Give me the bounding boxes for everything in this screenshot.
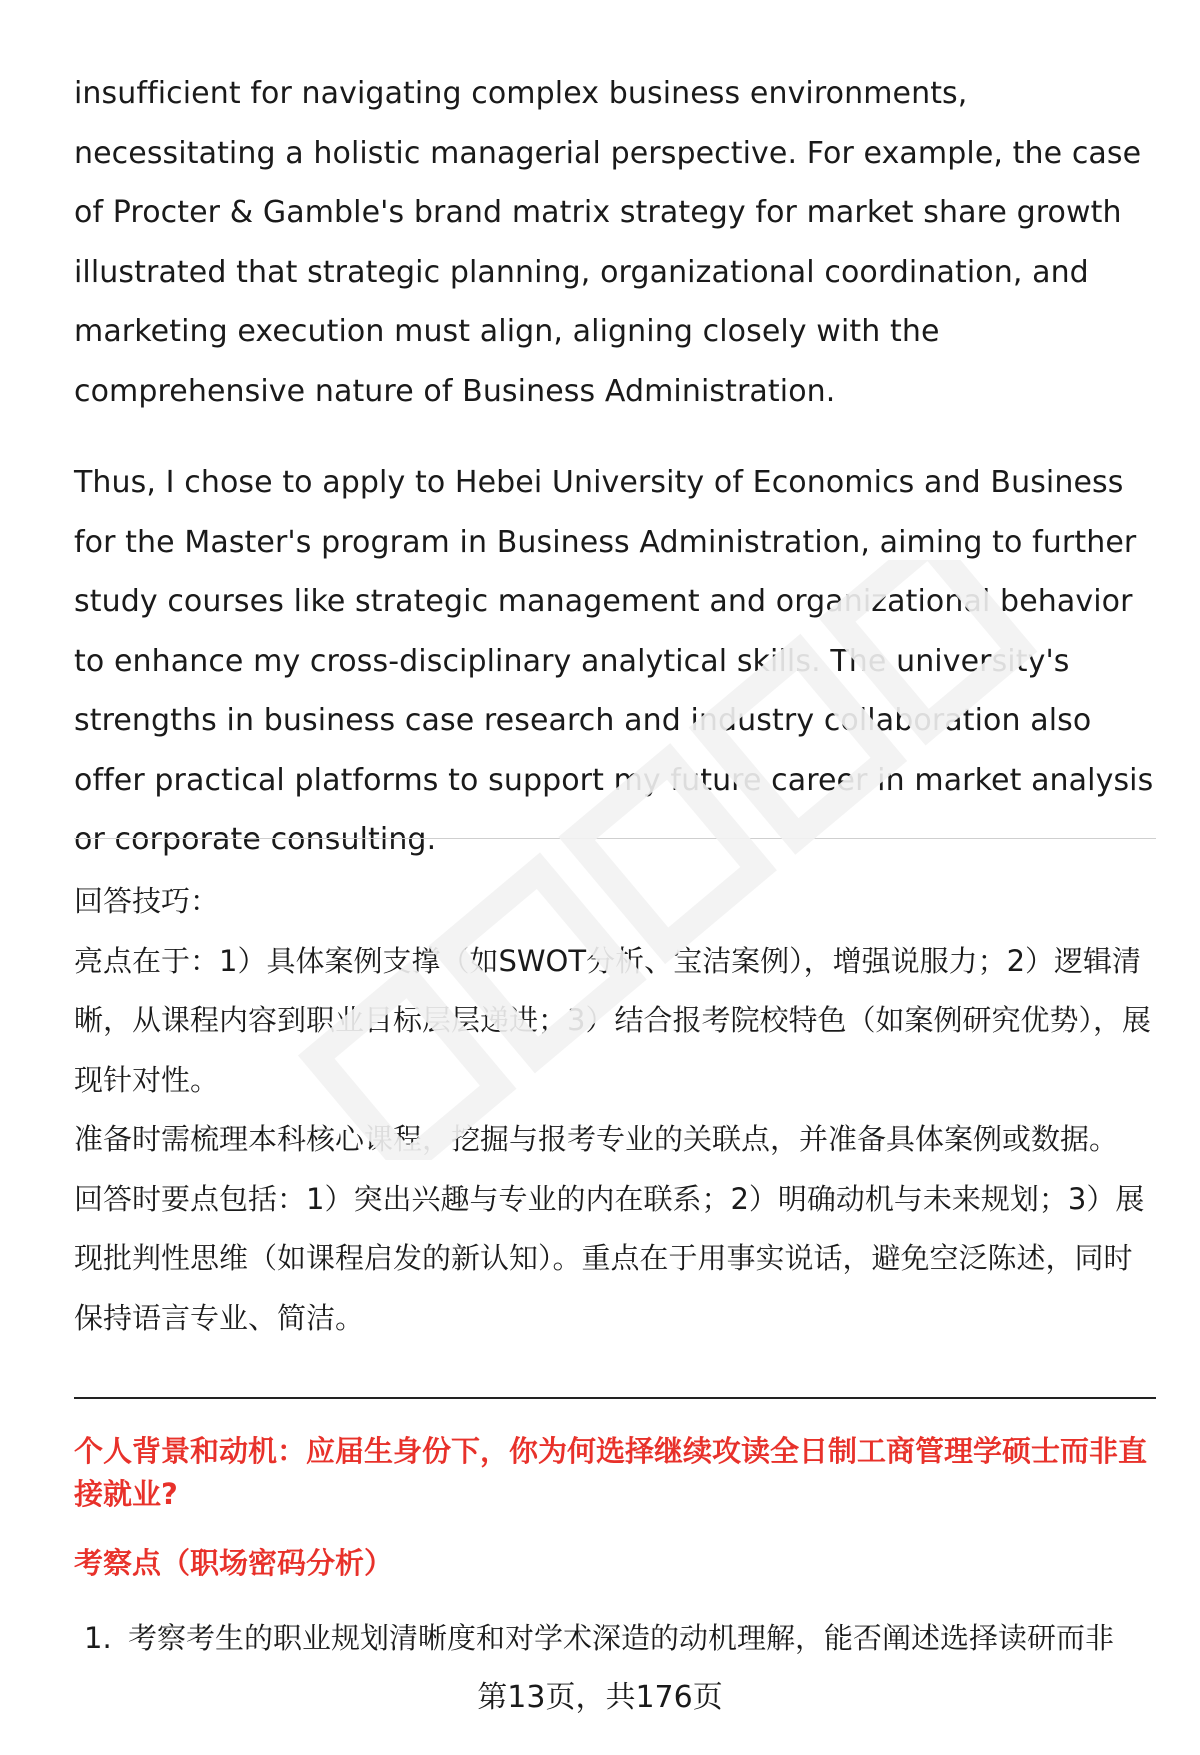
question-heading: 个人背景和动机：应届生身份下，你为何选择继续攻读全日制工商管理学硕士而非直接就业? xyxy=(74,1434,1148,1511)
tips-key-points: 回答时要点包括：1）突出兴趣与专业的内在联系；2）明确动机与未来规划；3）展现批判性思维（如课程启发的新认知）。重点在于用事实说话，避免空泛陈述，同时保持语言专业、简洁。 xyxy=(74,1181,1145,1335)
list-item xyxy=(84,1617,1156,1660)
answer-tips-section xyxy=(74,872,1156,1348)
tips-preparation: 准备时需梳理本科核心课程，挖掘与报考专业的关联点，并准备具体案例或数据。 xyxy=(74,1122,1119,1156)
list-item-number: 1. xyxy=(84,1621,112,1655)
answer-paragraph: Thus, I chose to apply to Hebei University of Economics and Business for the Master's program in Business Administration, aiming to further study courses like strategic management and organizational behavior to enhance my cross-disciplinary analytical skills. The university's strengths in business case research and industry collaboration also offer practical platforms to support my future career in market analysis or corporate consulting. xyxy=(74,465,1154,857)
question-divider xyxy=(74,1397,1156,1399)
section-divider xyxy=(74,838,1156,839)
page-number: 第13页，共176页 xyxy=(477,1680,723,1715)
list-item-text: 考察考生的职业规划清晰度和对学术深造的动机理解，能否阐述选择读研而非 xyxy=(128,1621,1115,1655)
answer-paragraph: insufficient for navigating complex business environments, necessitating a holistic managerial perspective. For example, the case of Procter & Gamble's brand matrix strategy for market share growth illustrated that strategic planning, organizational coordination, and marketing execution must align, aligning closely with the comprehensive nature of Business Administration. xyxy=(74,76,1142,409)
tips-title: 回答技巧： xyxy=(74,884,220,918)
tips-highlights: 亮点在于：1）具体案例支撑（如SWOT分析、宝洁案例），增强说服力；2）逻辑清晰，从课程内容到职业目标层层递进；3）结合报考院校特色（如案例研究优势），展现针对性。 xyxy=(74,943,1151,1097)
focus-heading: 考察点（职场密码分析） xyxy=(74,1546,394,1580)
